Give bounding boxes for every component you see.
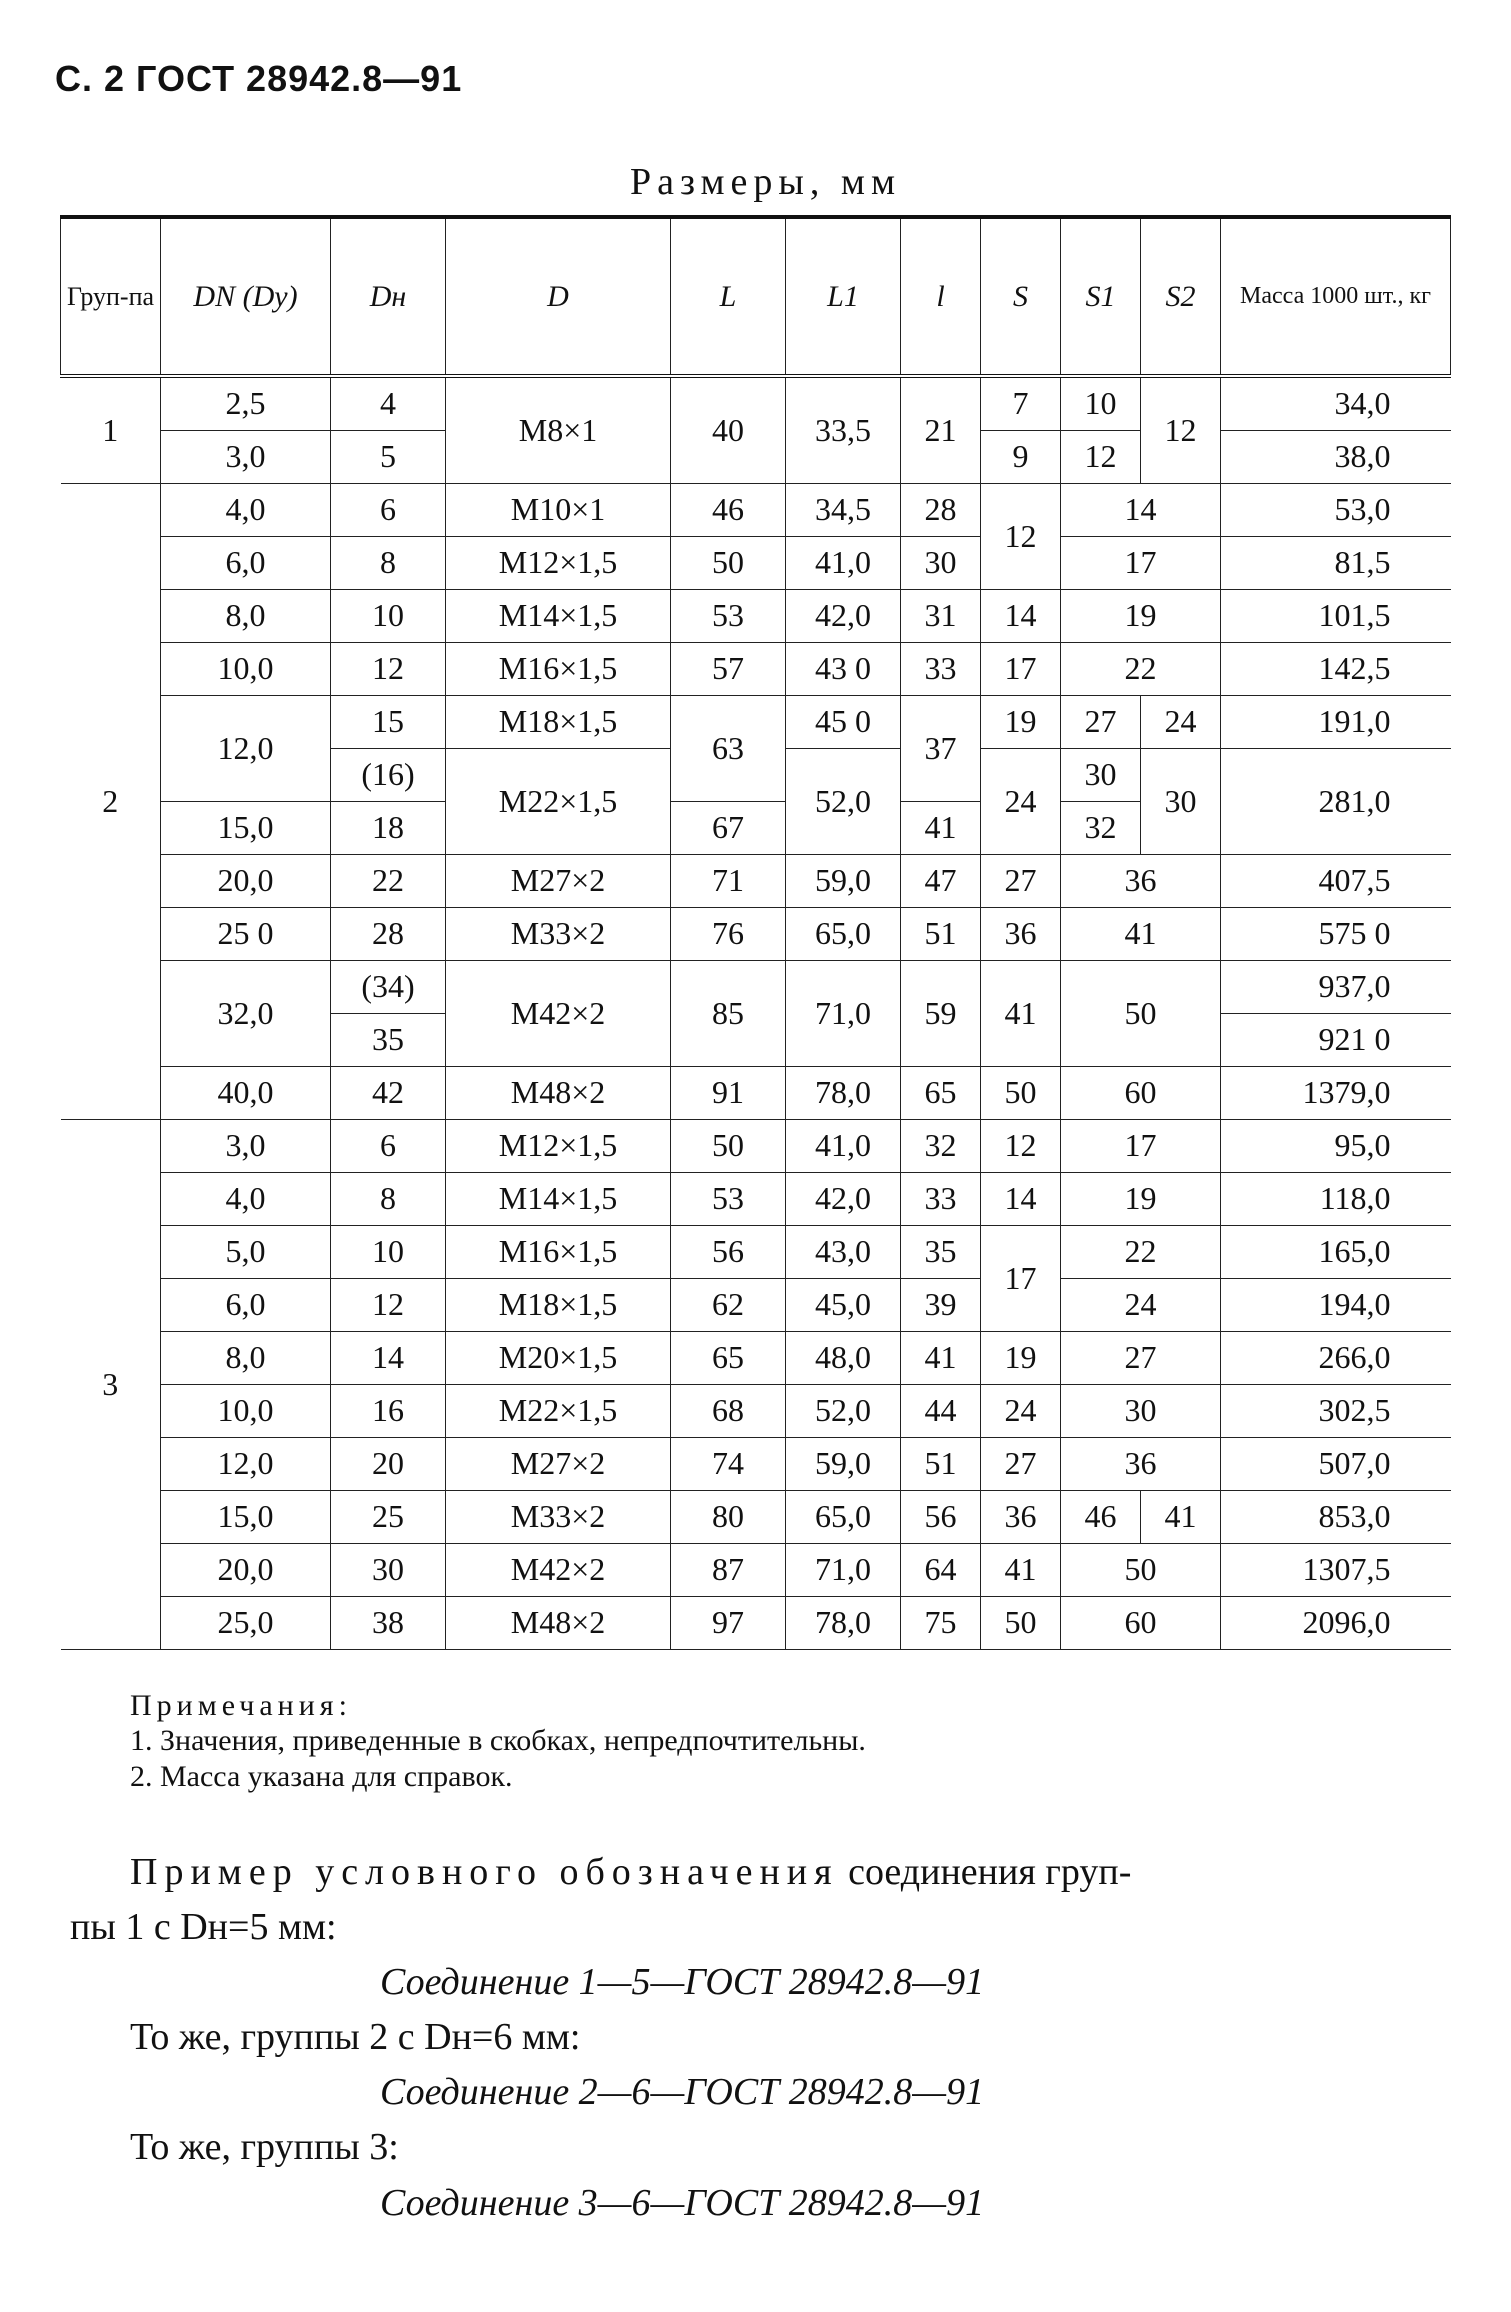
col-header-s2: S2 — [1141, 217, 1221, 376]
col-header-l: L — [671, 217, 786, 376]
cell-l-small: 33 — [901, 643, 981, 696]
cell-mass: 118,0 — [1221, 1173, 1451, 1226]
cell-s1-s2: 36 — [1061, 1438, 1221, 1491]
cell-l: 50 — [671, 537, 786, 590]
cell-l1: 45,0 — [786, 1279, 901, 1332]
cell-group: 2 — [61, 484, 161, 1120]
cell-d: М33×2 — [446, 908, 671, 961]
cell-mass: 407,5 — [1221, 855, 1451, 908]
example-group2: То же, группы 2 с Dн=6 мм: — [130, 2016, 581, 2059]
cell-dn: 2,5 — [161, 376, 331, 431]
cell-s1-s2: 50 — [1061, 1544, 1221, 1597]
table-row — [61, 855, 1451, 908]
cell-s1-s2: 60 — [1061, 1067, 1221, 1120]
cell-dn: 4,0 — [161, 484, 331, 537]
cell-dn: 12,0 — [161, 1438, 331, 1491]
table-row — [61, 1332, 1451, 1385]
cell-d: М14×1,5 — [446, 590, 671, 643]
cell-d: М16×1,5 — [446, 1226, 671, 1279]
cell-l1: 59,0 — [786, 855, 901, 908]
cell-l: 97 — [671, 1597, 786, 1650]
cell-mass: 937,0 — [1221, 961, 1451, 1014]
example-intro-line2: пы 1 с Dн=5 мм: — [70, 1906, 337, 1949]
cell-s1-s2: 24 — [1061, 1279, 1221, 1332]
table-row — [61, 1279, 1451, 1332]
cell-l: 56 — [671, 1226, 786, 1279]
cell-d: М10×1 — [446, 484, 671, 537]
cell-l-small: 59 — [901, 961, 981, 1067]
cell-dh: 42 — [331, 1067, 446, 1120]
example-intro-spaced: Пример условного обозначения — [130, 1851, 839, 1893]
cell-dn: 3,0 — [161, 431, 331, 484]
cell-mass: 194,0 — [1221, 1279, 1451, 1332]
cell-s1-s2: 22 — [1061, 1226, 1221, 1279]
cell-s1: 32 — [1061, 802, 1141, 855]
cell-l1: 78,0 — [786, 1067, 901, 1120]
cell-s2: 24 — [1141, 696, 1221, 749]
cell-mass: 302,5 — [1221, 1385, 1451, 1438]
cell-l1: 71,0 — [786, 1544, 901, 1597]
col-header-group: Груп-па — [61, 217, 161, 376]
cell-dn: 15,0 — [161, 802, 331, 855]
cell-l: 87 — [671, 1544, 786, 1597]
cell-s1-s2: 17 — [1061, 1120, 1221, 1173]
cell-l: 91 — [671, 1067, 786, 1120]
cell-dh: 12 — [331, 1279, 446, 1332]
cell-dn: 6,0 — [161, 537, 331, 590]
cell-dn: 40,0 — [161, 1067, 331, 1120]
cell-l: 76 — [671, 908, 786, 961]
dimensions-table — [60, 215, 1451, 1650]
cell-mass: 38,0 — [1221, 431, 1451, 484]
cell-l1: 71,0 — [786, 961, 901, 1067]
col-header-dh: Dн — [331, 217, 446, 376]
cell-mass: 281,0 — [1221, 749, 1451, 855]
table-row — [61, 643, 1451, 696]
cell-l: 63 — [671, 696, 786, 802]
cell-s: 50 — [981, 1067, 1061, 1120]
table-row — [61, 1226, 1451, 1279]
cell-s1-s2: 60 — [1061, 1597, 1221, 1650]
cell-l: 68 — [671, 1385, 786, 1438]
cell-l1: 43 0 — [786, 643, 901, 696]
cell-d: М18×1,5 — [446, 1279, 671, 1332]
cell-l-small: 65 — [901, 1067, 981, 1120]
table-row — [61, 1544, 1451, 1597]
cell-d: М8×1 — [446, 376, 671, 484]
col-header-d: D — [446, 217, 671, 376]
cell-s: 19 — [981, 1332, 1061, 1385]
cell-l1: 34,5 — [786, 484, 901, 537]
cell-s2: 12 — [1141, 376, 1221, 484]
cell-s: 14 — [981, 1173, 1061, 1226]
cell-l-small: 37 — [901, 696, 981, 802]
cell-l1: 43,0 — [786, 1226, 901, 1279]
cell-dh: 8 — [331, 1173, 446, 1226]
cell-l-small: 64 — [901, 1544, 981, 1597]
table-row — [61, 537, 1451, 590]
cell-dh: 4 — [331, 376, 446, 431]
cell-d: М48×2 — [446, 1067, 671, 1120]
cell-dh: 5 — [331, 431, 446, 484]
table-row — [61, 1491, 1451, 1544]
cell-dh: 25 — [331, 1491, 446, 1544]
cell-s1: 46 — [1061, 1491, 1141, 1544]
cell-mass: 921 0 — [1221, 1014, 1451, 1067]
table-row — [61, 1385, 1451, 1438]
cell-d: М27×2 — [446, 855, 671, 908]
cell-dh: (16) — [331, 749, 446, 802]
example-intro-rest: соединения груп- — [838, 1851, 1132, 1893]
notes-title: Примечания: — [130, 1689, 352, 1722]
cell-l1: 65,0 — [786, 1491, 901, 1544]
cell-l-small: 41 — [901, 802, 981, 855]
cell-d: М14×1,5 — [446, 1173, 671, 1226]
cell-dn: 20,0 — [161, 1544, 331, 1597]
designation-3: Соединение 3—6—ГОСТ 28942.8—91 — [380, 2181, 985, 2224]
cell-l: 74 — [671, 1438, 786, 1491]
cell-s: 17 — [981, 643, 1061, 696]
cell-l: 46 — [671, 484, 786, 537]
cell-d: М12×1,5 — [446, 1120, 671, 1173]
table-row — [61, 1067, 1451, 1120]
table-header-row — [61, 217, 1451, 376]
cell-l1: 42,0 — [786, 1173, 901, 1226]
table-row — [61, 590, 1451, 643]
cell-s1-s2: 41 — [1061, 908, 1221, 961]
cell-dh: 38 — [331, 1597, 446, 1650]
cell-s: 7 — [981, 376, 1061, 431]
cell-s: 41 — [981, 961, 1061, 1067]
cell-l1: 52,0 — [786, 749, 901, 855]
cell-l1: 59,0 — [786, 1438, 901, 1491]
cell-mass: 1307,5 — [1221, 1544, 1451, 1597]
cell-mass: 575 0 — [1221, 908, 1451, 961]
cell-l: 80 — [671, 1491, 786, 1544]
table-row — [61, 1597, 1451, 1650]
cell-mass: 266,0 — [1221, 1332, 1451, 1385]
cell-l1: 41,0 — [786, 1120, 901, 1173]
cell-s: 9 — [981, 431, 1061, 484]
cell-mass: 165,0 — [1221, 1226, 1451, 1279]
table-row — [61, 484, 1451, 537]
cell-l-small: 41 — [901, 1332, 981, 1385]
cell-mass: 81,5 — [1221, 537, 1451, 590]
cell-dn: 25,0 — [161, 1597, 331, 1650]
cell-s2: 30 — [1141, 749, 1221, 855]
cell-s1: 30 — [1061, 749, 1141, 802]
cell-dh: (34) — [331, 961, 446, 1014]
cell-l1: 33,5 — [786, 376, 901, 484]
cell-dh: 16 — [331, 1385, 446, 1438]
cell-d: М42×2 — [446, 961, 671, 1067]
cell-l-small: 32 — [901, 1120, 981, 1173]
cell-mass: 95,0 — [1221, 1120, 1451, 1173]
cell-mass: 191,0 — [1221, 696, 1451, 749]
col-header-s: S — [981, 217, 1061, 376]
col-header-l-small: l — [901, 217, 981, 376]
cell-mass: 101,5 — [1221, 590, 1451, 643]
cell-s: 24 — [981, 1385, 1061, 1438]
cell-l: 67 — [671, 802, 786, 855]
cell-s: 14 — [981, 590, 1061, 643]
cell-l-small: 39 — [901, 1279, 981, 1332]
cell-dn: 8,0 — [161, 1332, 331, 1385]
cell-l: 57 — [671, 643, 786, 696]
table-row — [61, 961, 1451, 1014]
col-header-dn: DN (Dу) — [161, 217, 331, 376]
cell-dn: 20,0 — [161, 855, 331, 908]
cell-mass: 142,5 — [1221, 643, 1451, 696]
cell-l1: 78,0 — [786, 1597, 901, 1650]
cell-s1-s2: 27 — [1061, 1332, 1221, 1385]
cell-l-small: 33 — [901, 1173, 981, 1226]
cell-s: 12 — [981, 484, 1061, 590]
cell-s: 41 — [981, 1544, 1061, 1597]
cell-d: М33×2 — [446, 1491, 671, 1544]
cell-dn: 10,0 — [161, 643, 331, 696]
cell-dh: 30 — [331, 1544, 446, 1597]
cell-mass: 2096,0 — [1221, 1597, 1451, 1650]
cell-l-small: 30 — [901, 537, 981, 590]
cell-dn: 15,0 — [161, 1491, 331, 1544]
cell-s: 24 — [981, 749, 1061, 855]
cell-d: М42×2 — [446, 1544, 671, 1597]
example-group3: То же, группы 3: — [130, 2126, 399, 2169]
cell-group: 1 — [61, 376, 161, 484]
cell-l: 40 — [671, 376, 786, 484]
cell-s2: 41 — [1141, 1491, 1221, 1544]
cell-s1-s2: 30 — [1061, 1385, 1221, 1438]
cell-dh: 6 — [331, 484, 446, 537]
table-row — [61, 908, 1451, 961]
cell-d: М18×1,5 — [446, 696, 671, 749]
cell-l-small: 44 — [901, 1385, 981, 1438]
cell-dh: 20 — [331, 1438, 446, 1491]
cell-dh: 28 — [331, 908, 446, 961]
cell-dh: 6 — [331, 1120, 446, 1173]
cell-l: 71 — [671, 855, 786, 908]
cell-dn: 4,0 — [161, 1173, 331, 1226]
cell-dn: 8,0 — [161, 590, 331, 643]
cell-l-small: 35 — [901, 1226, 981, 1279]
cell-l: 53 — [671, 1173, 786, 1226]
page-header: С. 2 ГОСТ 28942.8—91 — [55, 58, 463, 99]
cell-dn: 25 0 — [161, 908, 331, 961]
cell-s1-s2: 14 — [1061, 484, 1221, 537]
cell-dn: 5,0 — [161, 1226, 331, 1279]
cell-l-small: 47 — [901, 855, 981, 908]
designation-2: Соединение 2—6—ГОСТ 28942.8—91 — [380, 2071, 985, 2114]
cell-l-small: 21 — [901, 376, 981, 484]
cell-l: 50 — [671, 1120, 786, 1173]
table-row — [61, 376, 1451, 431]
cell-dh: 10 — [331, 1226, 446, 1279]
cell-l-small: 28 — [901, 484, 981, 537]
cell-l: 65 — [671, 1332, 786, 1385]
cell-l1: 48,0 — [786, 1332, 901, 1385]
cell-s1: 27 — [1061, 696, 1141, 749]
cell-dh: 8 — [331, 537, 446, 590]
cell-l1: 41,0 — [786, 537, 901, 590]
cell-s1-s2: 22 — [1061, 643, 1221, 696]
cell-dh: 14 — [331, 1332, 446, 1385]
cell-l1: 42,0 — [786, 590, 901, 643]
col-header-mass: Масса 1000 шт., кг — [1221, 217, 1451, 376]
table-row — [61, 1173, 1451, 1226]
notes — [130, 1688, 866, 1794]
cell-s1-s2: 19 — [1061, 1173, 1221, 1226]
cell-s: 27 — [981, 855, 1061, 908]
cell-l-small: 56 — [901, 1491, 981, 1544]
cell-group: 3 — [61, 1120, 161, 1650]
cell-dh: 12 — [331, 643, 446, 696]
cell-d: М48×2 — [446, 1597, 671, 1650]
cell-dh: 35 — [331, 1014, 446, 1067]
cell-l-small: 51 — [901, 908, 981, 961]
cell-dh: 18 — [331, 802, 446, 855]
cell-s1-s2: 36 — [1061, 855, 1221, 908]
cell-s1: 12 — [1061, 431, 1141, 484]
cell-mass: 1379,0 — [1221, 1067, 1451, 1120]
cell-s: 27 — [981, 1438, 1061, 1491]
cell-dn: 32,0 — [161, 961, 331, 1067]
designation-example — [70, 1845, 1460, 2231]
cell-s: 17 — [981, 1226, 1061, 1332]
cell-d: М27×2 — [446, 1438, 671, 1491]
table-caption: Размеры, мм — [630, 161, 902, 203]
table-row — [61, 696, 1451, 749]
cell-l: 53 — [671, 590, 786, 643]
cell-dn: 6,0 — [161, 1279, 331, 1332]
note-item: 1. Значения, приведенные в скобках, непредпочтительны. — [130, 1724, 866, 1758]
cell-s: 50 — [981, 1597, 1061, 1650]
cell-dn: 10,0 — [161, 1385, 331, 1438]
cell-mass: 34,0 — [1221, 376, 1451, 431]
cell-dh: 10 — [331, 590, 446, 643]
cell-dn: 12,0 — [161, 696, 331, 802]
col-header-l1: L1 — [786, 217, 901, 376]
cell-mass: 507,0 — [1221, 1438, 1451, 1491]
cell-s: 12 — [981, 1120, 1061, 1173]
cell-d: М12×1,5 — [446, 537, 671, 590]
cell-s: 36 — [981, 908, 1061, 961]
cell-l: 85 — [671, 961, 786, 1067]
cell-s1: 10 — [1061, 376, 1141, 431]
cell-d: М16×1,5 — [446, 643, 671, 696]
cell-s: 36 — [981, 1491, 1061, 1544]
cell-s1-s2: 19 — [1061, 590, 1221, 643]
cell-mass: 853,0 — [1221, 1491, 1451, 1544]
cell-l1: 65,0 — [786, 908, 901, 961]
cell-d: М22×1,5 — [446, 1385, 671, 1438]
cell-d: М22×1,5 — [446, 749, 671, 855]
cell-dn: 3,0 — [161, 1120, 331, 1173]
cell-d: М20×1,5 — [446, 1332, 671, 1385]
cell-mass: 53,0 — [1221, 484, 1451, 537]
example-intro — [130, 1845, 1460, 1900]
table-row — [61, 1438, 1451, 1491]
cell-dh: 22 — [331, 855, 446, 908]
cell-s1-s2: 17 — [1061, 537, 1221, 590]
cell-l1: 52,0 — [786, 1385, 901, 1438]
cell-s: 19 — [981, 696, 1061, 749]
designation-1: Соединение 1—5—ГОСТ 28942.8—91 — [380, 1961, 985, 2004]
cell-l1: 45 0 — [786, 696, 901, 749]
cell-l-small: 31 — [901, 590, 981, 643]
cell-dh: 15 — [331, 696, 446, 749]
cell-l-small: 51 — [901, 1438, 981, 1491]
col-header-s1: S1 — [1061, 217, 1141, 376]
cell-l-small: 75 — [901, 1597, 981, 1650]
cell-l: 62 — [671, 1279, 786, 1332]
table-row — [61, 1120, 1451, 1173]
note-item: 2. Масса указана для справок. — [130, 1759, 513, 1793]
cell-s1-s2: 50 — [1061, 961, 1221, 1067]
